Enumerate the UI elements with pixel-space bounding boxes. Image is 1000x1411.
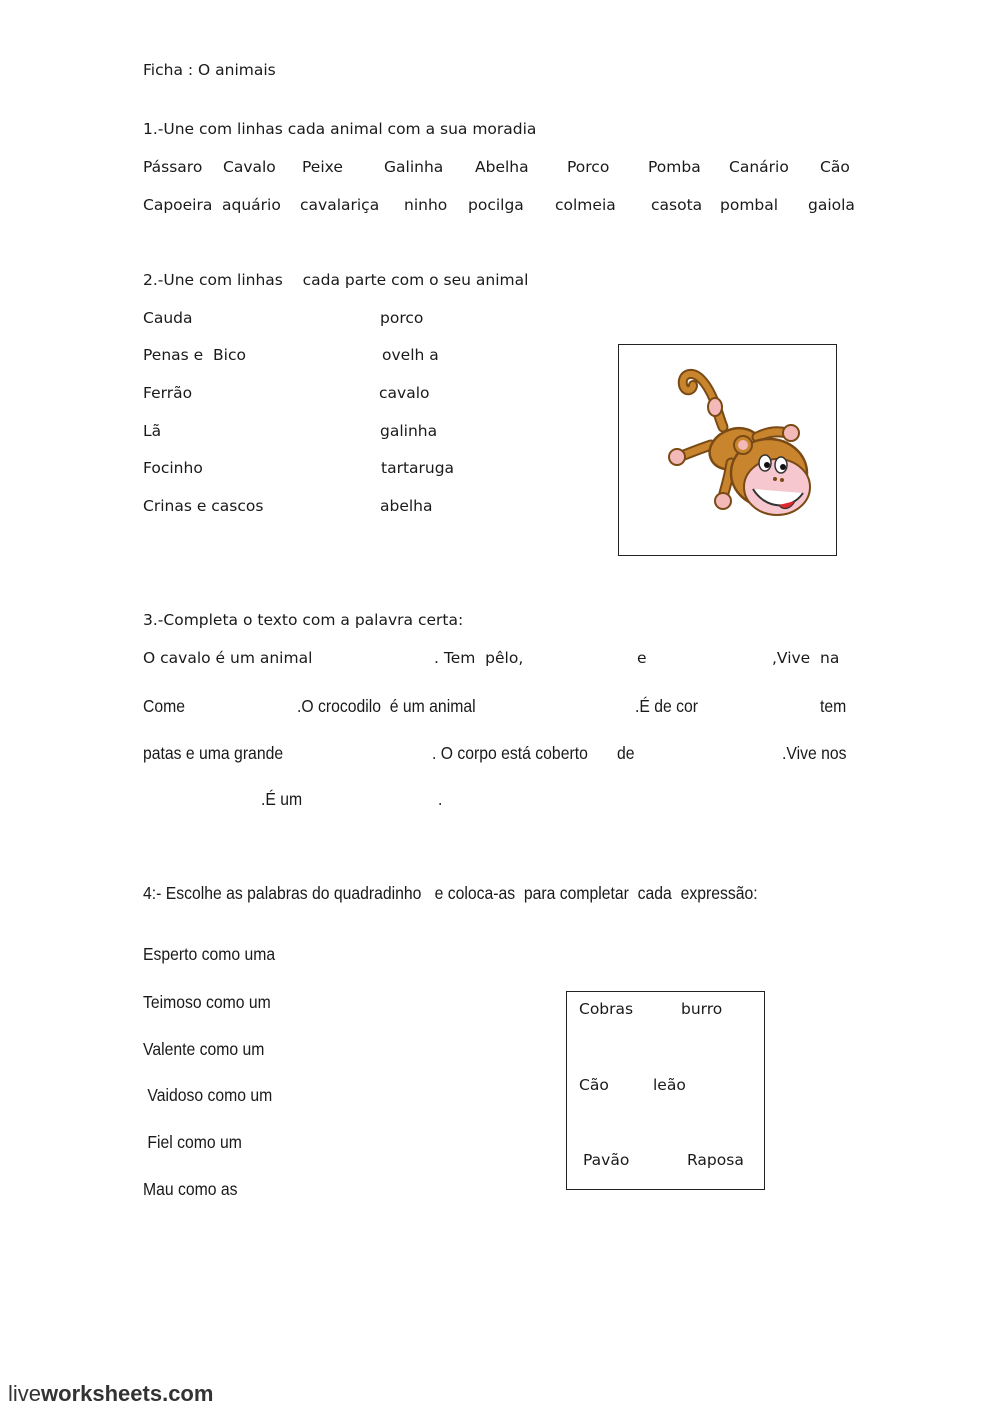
q3-line1-part: e bbox=[637, 649, 647, 667]
q2-animal: cavalo bbox=[379, 384, 430, 402]
q4-word: Cobras bbox=[579, 1000, 634, 1018]
q1-home: aquário bbox=[222, 196, 281, 214]
q4-expression: Mau como as bbox=[143, 1179, 238, 1199]
q4-expression: Fiel como um bbox=[143, 1132, 242, 1152]
q2-part: Lã bbox=[143, 422, 162, 440]
q3-line2-part: .É de cor bbox=[635, 696, 699, 716]
q2-animal: galinha bbox=[380, 422, 438, 440]
page-title: Ficha : O animais bbox=[143, 61, 276, 79]
q3-line2-part: tem bbox=[820, 696, 847, 716]
q4-word: leão bbox=[653, 1076, 686, 1094]
q1-animal: Galinha bbox=[384, 158, 444, 176]
q1-home: ninho bbox=[404, 196, 448, 214]
liveworksheets-logo bbox=[8, 1381, 213, 1407]
q1-animal: Pássaro bbox=[143, 158, 203, 176]
q3-line1-part: ,Vive na bbox=[772, 649, 840, 667]
q1-home: pocilga bbox=[468, 196, 524, 214]
q3-line4-part: .É um bbox=[261, 789, 303, 809]
q4-expression: Vaidoso como um bbox=[143, 1085, 273, 1105]
monkey-image-frame bbox=[618, 344, 837, 556]
q1-home: cavalariça bbox=[300, 196, 380, 214]
q4-word: Cão bbox=[579, 1076, 609, 1094]
q4-word: burro bbox=[681, 1000, 723, 1018]
q2-heading: 2.-Une com linhas cada parte com o seu animal bbox=[143, 271, 529, 289]
q2-animal: porco bbox=[380, 309, 424, 327]
q4-expression: Teimoso como um bbox=[143, 992, 271, 1012]
q2-animal: tartaruga bbox=[381, 459, 455, 477]
q3-line1-part: . Tem pêlo, bbox=[434, 649, 524, 667]
q1-animal: Cão bbox=[820, 158, 850, 176]
q2-part: Crinas e cascos bbox=[143, 497, 264, 515]
q3-line3-part: patas e uma grande bbox=[143, 743, 284, 763]
q1-home: pombal bbox=[720, 196, 779, 214]
q2-part: Cauda bbox=[143, 309, 193, 327]
q2-animal: ovelh a bbox=[382, 346, 439, 364]
logo-worksheets: worksheets bbox=[41, 1381, 163, 1406]
q1-animal: Abelha bbox=[475, 158, 529, 176]
q3-line2-part: Come bbox=[143, 696, 186, 716]
q1-home: colmeia bbox=[555, 196, 616, 214]
q1-animal: Canário bbox=[729, 158, 789, 176]
q3-line2-part: .O crocodilo é um animal bbox=[297, 696, 476, 716]
q3-line3-part: . O corpo está coberto bbox=[432, 743, 588, 763]
q1-animal: Porco bbox=[567, 158, 610, 176]
q3-heading: 3.-Completa o texto com a palavra certa: bbox=[143, 611, 464, 629]
logo-tld: .com bbox=[162, 1381, 214, 1406]
q1-animal: Cavalo bbox=[223, 158, 276, 176]
monkey-illustration bbox=[619, 345, 836, 555]
q4-heading: 4:- Escolhe as palabras do quadradinho e coloca-as para completar cada expressão: bbox=[143, 883, 758, 903]
logo-live: live bbox=[8, 1381, 42, 1406]
q3-line1-start: O cavalo é um animal bbox=[143, 649, 313, 667]
q3-line3-part: de bbox=[617, 743, 635, 763]
q4-word: Pavão bbox=[583, 1151, 630, 1169]
q1-home: Capoeira bbox=[143, 196, 213, 214]
q1-home: gaiola bbox=[808, 196, 855, 214]
q2-part: Ferrão bbox=[143, 384, 193, 402]
q2-part: Focinho bbox=[143, 459, 203, 477]
q1-animal: Peixe bbox=[302, 158, 343, 176]
q4-word: Raposa bbox=[687, 1151, 744, 1169]
q2-part: Penas e Bico bbox=[143, 346, 246, 364]
q2-animal: abelha bbox=[380, 497, 433, 515]
q4-expression: Valente como um bbox=[143, 1039, 265, 1059]
q1-animal: Pomba bbox=[648, 158, 701, 176]
q4-expression: Esperto como uma bbox=[143, 944, 276, 964]
q3-line3-part: .Vive nos bbox=[782, 743, 847, 763]
q3-line4-part: . bbox=[438, 789, 443, 809]
q1-home: casota bbox=[651, 196, 703, 214]
q1-heading: 1.-Une com linhas cada animal com a sua moradia bbox=[143, 120, 537, 138]
